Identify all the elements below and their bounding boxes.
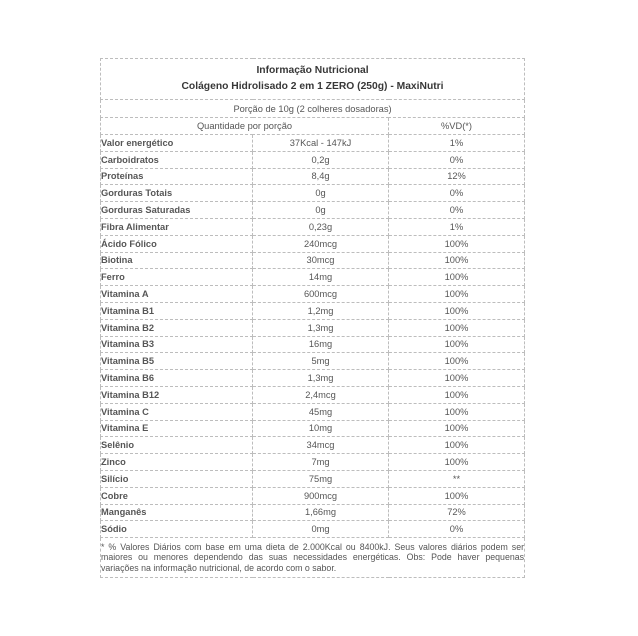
table-row [101,185,525,202]
nutrient-dv: 100% [389,454,525,471]
table-row [101,487,525,504]
nutrient-dv: 100% [389,286,525,303]
nutrient-name: Cobre [101,487,253,504]
nutrient-amount: 34mcg [253,437,389,454]
nutrient-name: Vitamina B5 [101,353,253,370]
nutrient-amount: 900mcg [253,487,389,504]
nutrient-amount: 1,2mg [253,302,389,319]
nutrient-amount: 1,66mg [253,504,389,521]
table-row [101,521,525,538]
footnote-row [101,538,525,578]
title-cell [101,59,525,100]
portion-info: Porção de 10g (2 colheres dosadoras) [101,100,525,118]
nutrient-name: Selênio [101,437,253,454]
nutrient-dv: 100% [389,336,525,353]
nutrient-dv: 100% [389,420,525,437]
portion-row [101,100,525,118]
nutrient-amount: 10mg [253,420,389,437]
nutrient-dv: 1% [389,218,525,235]
table-row [101,336,525,353]
vd-column-header: %VD(*) [389,118,525,135]
nutrient-name: Manganês [101,504,253,521]
nutrient-amount: 0g [253,185,389,202]
nutrient-dv: 100% [389,487,525,504]
table-row [101,202,525,219]
nutrient-amount: 45mg [253,403,389,420]
nutrient-dv: 100% [389,403,525,420]
nutrient-name: Vitamina B1 [101,302,253,319]
table-row [101,135,525,152]
nutrient-amount: 600mcg [253,286,389,303]
nutrient-dv: 100% [389,353,525,370]
table-row [101,470,525,487]
nutrient-name: Vitamina B6 [101,370,253,387]
nutrient-dv: 100% [389,269,525,286]
nutrient-name: Silício [101,470,253,487]
nutrient-amount: 0mg [253,521,389,538]
nutrient-amount: 2,4mcg [253,386,389,403]
nutrient-name: Proteínas [101,168,253,185]
table-row [101,403,525,420]
nutrient-amount: 5mg [253,353,389,370]
table-row [101,168,525,185]
nutrient-dv: ** [389,470,525,487]
nutrient-dv: 0% [389,151,525,168]
nutrient-dv: 100% [389,252,525,269]
table-row [101,437,525,454]
table-row [101,454,525,471]
nutrient-name: Ácido Fólico [101,235,253,252]
nutrient-dv: 72% [389,504,525,521]
nutrient-amount: 37Kcal - 147kJ [253,135,389,152]
nutrient-amount: 0g [253,202,389,219]
nutrient-dv: 12% [389,168,525,185]
nutrient-name: Gorduras Totais [101,185,253,202]
table-row [101,286,525,303]
nutrient-amount: 240mcg [253,235,389,252]
nutrient-dv: 1% [389,135,525,152]
nutrient-name: Vitamina E [101,420,253,437]
table-row [101,504,525,521]
table-row [101,252,525,269]
nutrient-amount: 1,3mg [253,370,389,387]
product-name: Colágeno Hidrolisado 2 em 1 ZERO (250g) - MaxiNutri [181,81,444,92]
table-row [101,370,525,387]
nutrient-name: Zinco [101,454,253,471]
nutrient-name: Vitamina C [101,403,253,420]
nutrient-dv: 0% [389,521,525,538]
nutrient-amount: 14mg [253,269,389,286]
nutrient-amount: 7mg [253,454,389,471]
nutrient-dv: 100% [389,370,525,387]
nutrient-amount: 16mg [253,336,389,353]
nutrient-name: Gorduras Saturadas [101,202,253,219]
table-row [101,269,525,286]
column-header-row [101,118,525,135]
nutrient-name: Biotina [101,252,253,269]
title-row [101,59,525,100]
table-title: Informação Nutricional [256,64,369,76]
nutrient-name: Vitamina A [101,286,253,303]
nutrient-amount: 1,3mg [253,319,389,336]
nutrient-dv: 100% [389,437,525,454]
nutrient-dv: 0% [389,202,525,219]
table-row [101,302,525,319]
table-row [101,353,525,370]
nutrient-dv: 100% [389,302,525,319]
nutrient-amount: 0,2g [253,151,389,168]
nutrient-amount: 0,23g [253,218,389,235]
nutrient-name: Fibra Alimentar [101,218,253,235]
nutrient-amount: 8,4g [253,168,389,185]
nutrient-name: Vitamina B2 [101,319,253,336]
nutrient-amount: 30mcg [253,252,389,269]
nutrient-name: Vitamina B12 [101,386,253,403]
nutrient-name: Carboidratos [101,151,253,168]
nutrient-name: Ferro [101,269,253,286]
table-row [101,218,525,235]
nutrition-table [100,58,525,578]
nutrient-amount: 75mg [253,470,389,487]
table-row [101,151,525,168]
table-row [101,235,525,252]
table-row [101,319,525,336]
nutrient-dv: 100% [389,386,525,403]
table-row [101,386,525,403]
quantity-column-header: Quantidade por porção [101,118,389,135]
nutrient-name: Sódio [101,521,253,538]
nutrient-dv: 0% [389,185,525,202]
footnote-cell [101,538,525,578]
nutrient-name: Valor energético [101,135,253,152]
nutrient-name: Vitamina B3 [101,336,253,353]
nutrient-dv: 100% [389,235,525,252]
nutrient-dv: 100% [389,319,525,336]
footnote: * % Valores Diários com base em uma dieta de 2.000Kcal ou 8400kJ. Seus valores diários podem ser maiores ou menores dependendo das suas necessidades energéticas. Obs: Pode haver pequenas variações na informação nutricional, de acordo com o sabor. [101,541,525,573]
table-row [101,420,525,437]
